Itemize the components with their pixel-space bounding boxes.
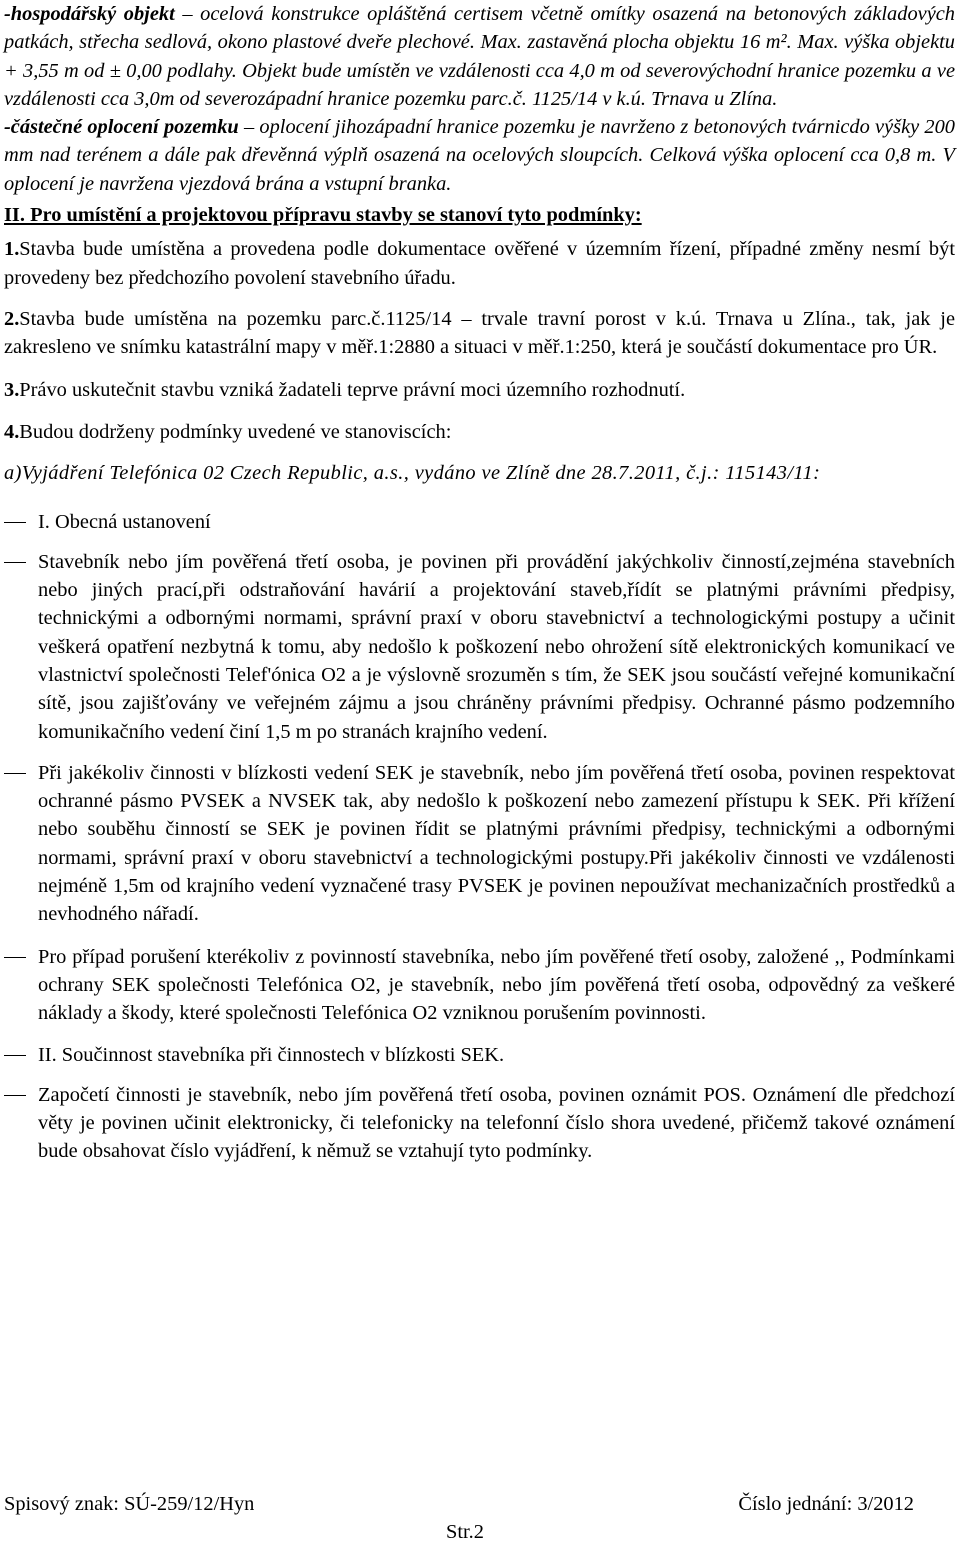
condition-text: Stavba bude umístěna na pozemku parc.č.1125/14 – trvale travní porost v k.ú. Trnava u Zlína., tak, jak je zakresleno ve snímku katastrální mapy v měř.1:2880 a situaci v měř.1:250, která je součástí dokumentace pro ÚR. [4, 307, 955, 359]
list-item-text: I. Obecná ustanovení [38, 511, 211, 534]
list-item [4, 1041, 955, 1069]
list-item [4, 943, 955, 1028]
list-item [4, 1081, 955, 1166]
condition-number: 2. [4, 307, 20, 330]
list-item [4, 759, 955, 929]
condition-number: 4. [4, 420, 20, 443]
file-mark: Spisový znak: SÚ-259/12/Hyn [4, 1493, 255, 1515]
dash-bullet [4, 773, 26, 774]
section-heading: II. Pro umístění a projektovou přípravu stavby se stanoví tyto podmínky: [4, 204, 642, 227]
paragraph-outbuilding [4, 0, 955, 113]
list-item [4, 548, 955, 746]
list-item-text: Při jakékoliv činnosti v blízkosti vedení SEK je stavebník, nebo jím pověřená třetí osoba, povinen respektovat ochranné pásmo PVSEK a NVSEK tak, aby nedošlo k poškození nebo zamezení přístupu k SEK. Při křížení nebo souběhu činností se SEK je povinen řídit se platnými právními předpisy, technickými a odbornými normami, správní praxí v oboru stavebnictví a technologickými postupy.Při jakékoliv činnosti ve vzdálenosti nejméně 1,5m od krajního vedení vyznačené trasy PVSEK je povinen nepoužívat mechanizačních prostředků a nevhodného nářadí. [38, 761, 955, 926]
list-item-text: II. Součinnost stavebníka při činnostech v blízkosti SEK. [38, 1043, 505, 1066]
condition-number: 1. [4, 238, 20, 261]
paragraph-fencing [4, 113, 955, 198]
telefonica-statement-title: a)Vyjádření Telefónica 02 Czech Republic, a.s., vydáno ve Zlíně dne 28.7.2011, č.j.: 115143/11: [4, 462, 821, 485]
dash-bullet [4, 957, 26, 958]
document-page [4, 0, 955, 1166]
page-number: Str.2 [446, 1521, 484, 1543]
list-item [4, 508, 955, 536]
reference-number: Číslo jednání: 3/2012 [738, 1493, 914, 1515]
condition-text: Stavba bude umístěna a provedena podle dokumentace ověřené v územním řízení, případné změny nesmí být provedeny bez předchozího povolení stavebního úřadu. [4, 238, 955, 289]
condition-1 [4, 235, 955, 292]
list-item-text: Stavebník nebo jím pověřená třetí osoba, je povinen při provádění jakýchkoliv činností,zejména stavebních nebo jiných prací,při odstraňování havárií a projektování staveb,řídít se platnými právními předpisy, technickými a odbornými normami, správní praxí v oboru stavebnictví a technologickými postupy a učinit veškerá opatření nezbytná k tomu, aby nedošlo k poškození nebo ohrožení sítě elektronických komunikací ve vlastnictví společnosti Telef'ónica O2 a je výslovně srozuměn s tím, že SEK jsou součástí veřejné komunikační sítě, jsou zajišťovány ve veřejném zájmu a jsou chráněny právními předpisy. Ochranné pásmo podzemního komunikačního vedení činí 1,5 m po stranách krajního vedení. [38, 550, 955, 743]
list-item-text: Započetí činnosti je stavebník, nebo jím pověřená třetí osoba, povinen oznámit POS. Oznámení dle předchozí věty je povinen učinit elektronicky, či telefonicky na telefonní číslo shora uvedené, přičemž takové oznámení bude obsahovat číslo vyjádření, k němuž se vztahují tyto podmínky. [38, 1083, 955, 1163]
condition-2 [4, 305, 955, 362]
dash-bullet [4, 562, 26, 563]
fencing-text: – oplocení jihozápadní hranice pozemku je navrženo z betonových tvárnicdo výšky 200 mm nad terénem a dále pak dřevěnná výplň osazená na ocelových sloupcích. Celková výška oplocení cca 0,8 m. V oplocení je navržena vjezdová brána a vstupní branka. [4, 116, 955, 195]
condition-3 [4, 376, 955, 404]
fencing-label: -částečné oplocení pozemku [4, 116, 239, 139]
dash-bullet [4, 522, 26, 523]
outbuilding-label: -hospodářský objekt [4, 3, 175, 25]
condition-text: Právo uskutečnit stavbu vzniká žadateli teprve právní moci územního rozhodnutí. [19, 378, 686, 401]
outbuilding-text: – ocelová konstrukce opláštěná certisem včetně omítky osazená na betonových základových patkách, střecha sedlová, okono plastové dveře plechové. Max. zastavěná plocha objektu 16 m². Max. výška objektu + 3,55 m od ± 0,00 podlahy. Objekt bude umístěn ve vzdálenosti cca 4,0 m od severovýchodní hranice pozemku a ve vzdálenosti cca 3,0m od severozápadní hranice pozemku parc.č. 1125/14 v k.ú. Trnava u Zlína. [4, 3, 955, 110]
condition-text: Budou dodrženy podmínky uvedené ve stanoviscích: [19, 420, 452, 443]
dash-bullet [4, 1095, 26, 1096]
condition-number: 3. [4, 378, 20, 401]
page-footer [4, 1490, 914, 1518]
list-item-text: Pro případ porušení kterékoliv z povinností stavebníka, nebo jím pověřené třetí osoby, založené ,, Podmínkami ochrany SEK společnosti Telefónica O2, je stavebník, nebo jím pověřená třetí osoba, odpovědný za veškeré náklady a škody, které společnosti Telefónica O2 vzniknou porušením povinnosti. [38, 945, 955, 1025]
dash-bullet [4, 1055, 26, 1056]
condition-4 [4, 418, 955, 446]
